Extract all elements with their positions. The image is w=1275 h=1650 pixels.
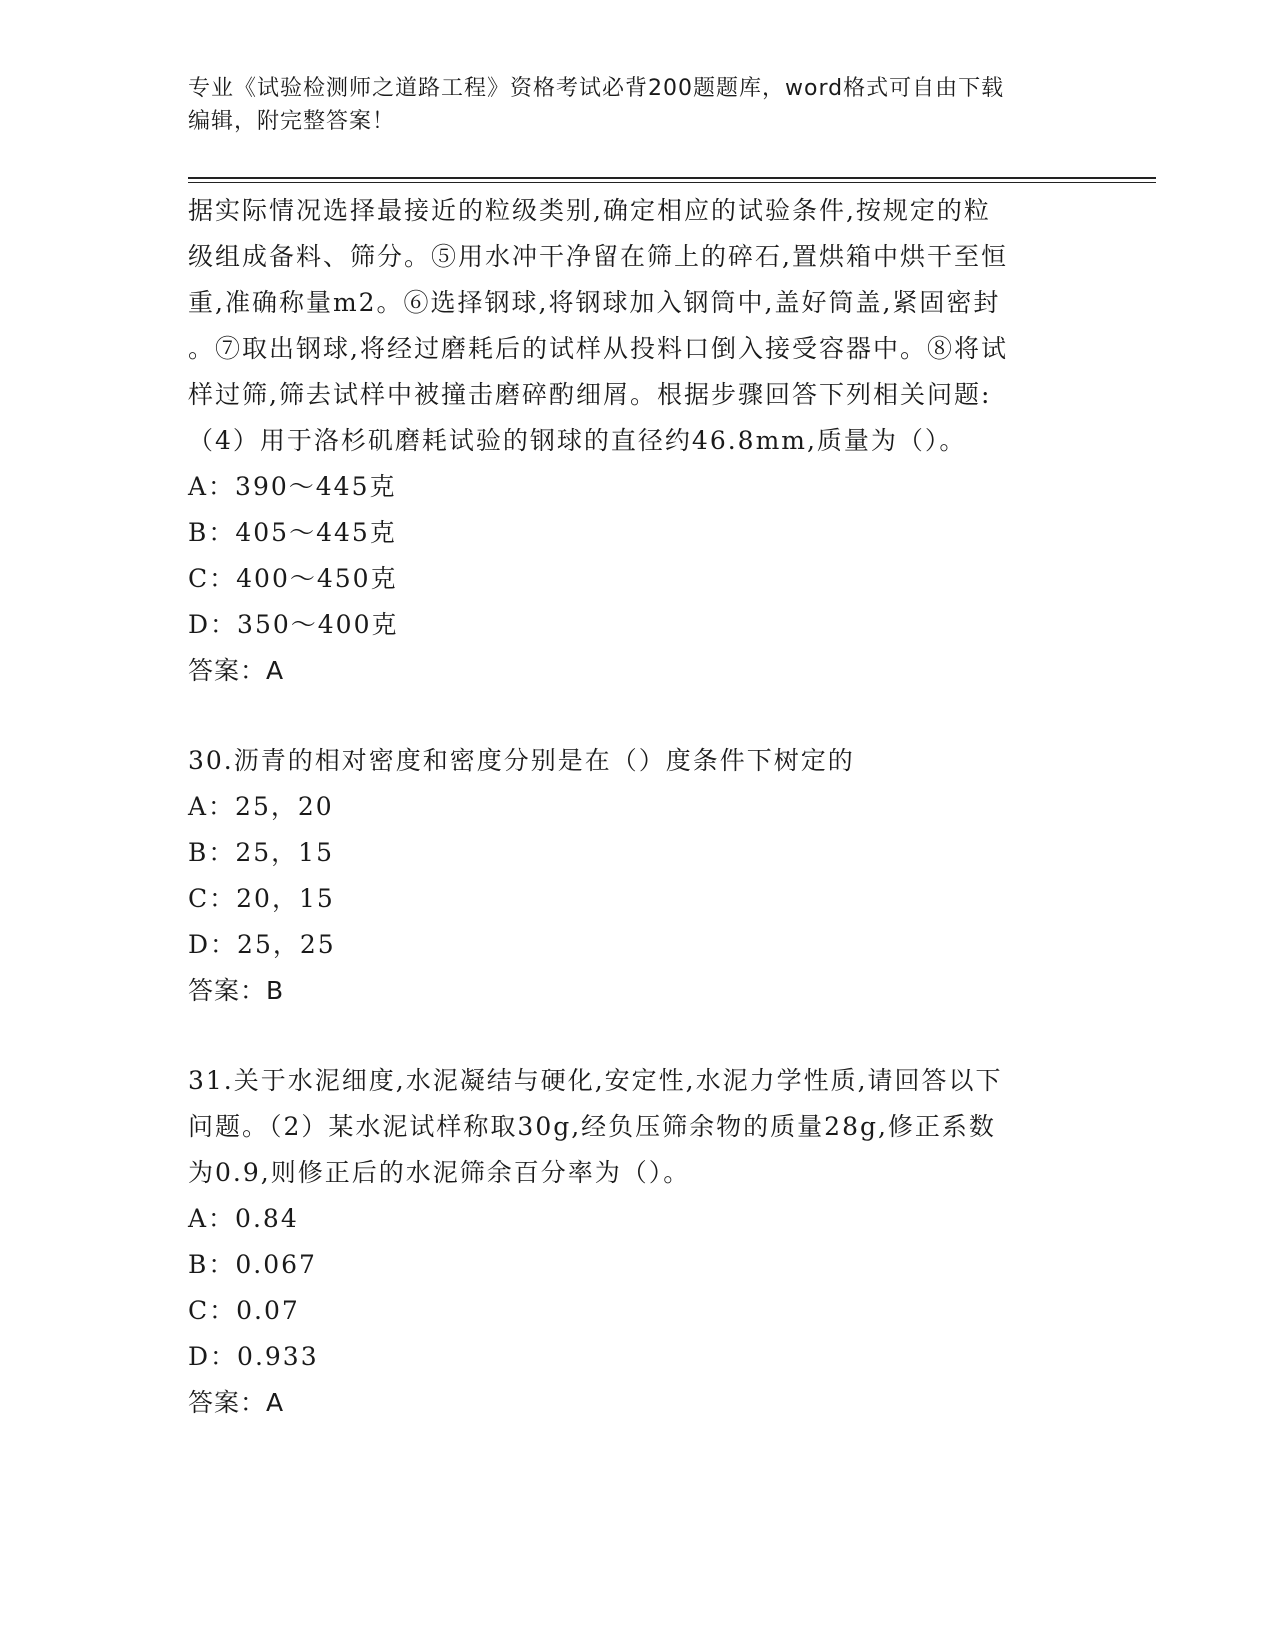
header-line-1: 专业《试验检测师之道路工程》资格考试必背200题题库，word格式可自由下载 — [188, 76, 1005, 101]
header-rule-thick — [188, 177, 1156, 179]
spacer — [188, 1014, 1088, 1058]
question-text-line: 为0.9,则修正后的水泥筛余百分率为（）。 — [188, 1158, 691, 1187]
question-30 — [188, 738, 1088, 1014]
question-text-line: （4）用于洛杉矶磨耗试验的钢球的直径约46.8mm,质量为（）。 — [188, 426, 967, 455]
document-body — [188, 188, 1088, 1426]
option-b: B：405～445克 — [188, 518, 397, 547]
option-c: C：20，15 — [188, 884, 335, 913]
document-header — [188, 72, 1088, 138]
option-c: C：0.07 — [188, 1296, 300, 1325]
option-d: D：0.933 — [188, 1342, 319, 1371]
option-d: D：350～400克 — [188, 610, 399, 639]
option-b: B：25，15 — [188, 838, 334, 867]
option-a: A：25，20 — [188, 792, 334, 821]
option-a: A：390～445克 — [188, 472, 397, 501]
question-text-line: 问题。（2）某水泥试样称取30g,经负压筛余物的质量28g,修正系数 — [188, 1112, 996, 1141]
option-c: C：400～450克 — [188, 564, 398, 593]
question-text-line: 31.关于水泥细度,水泥凝结与硬化,安定性,水泥力学性质,请回答以下 — [188, 1066, 1003, 1095]
question-text-line: 级组成备料、筛分。⑤用水冲干净留在筛上的碎石,置烘箱中烘干至恒 — [188, 242, 1008, 271]
option-a: A：0.84 — [188, 1204, 299, 1233]
question-31 — [188, 1058, 1088, 1426]
header-rule-thin — [188, 182, 1156, 183]
question-29 — [188, 188, 1088, 694]
question-text-line: 据实际情况选择最接近的粒级类别,确定相应的试验条件,按规定的粒 — [188, 196, 991, 225]
option-b: B：0.067 — [188, 1250, 317, 1279]
option-d: D：25，25 — [188, 930, 336, 959]
answer-label: 答案：A — [188, 1388, 285, 1417]
question-text-line: 30.沥青的相对密度和密度分别是在（）度条件下树定的 — [188, 746, 855, 775]
spacer — [188, 694, 1088, 738]
question-text-line: 。⑦取出钢球,将经过磨耗后的试样从投料口倒入接受容器中。⑧将试 — [188, 334, 1008, 363]
question-text-line: 样过筛,筛去试样中被撞击磨碎酌细屑。根据步骤回答下列相关问题: — [188, 380, 992, 409]
answer-label: 答案：B — [188, 976, 285, 1005]
header-line-2: 编辑，附完整答案！ — [188, 109, 396, 134]
question-text-line: 重,准确称量m2。⑥选择钢球,将钢球加入钢筒中,盖好筒盖,紧固密封 — [188, 288, 1001, 317]
answer-label: 答案：A — [188, 656, 285, 685]
